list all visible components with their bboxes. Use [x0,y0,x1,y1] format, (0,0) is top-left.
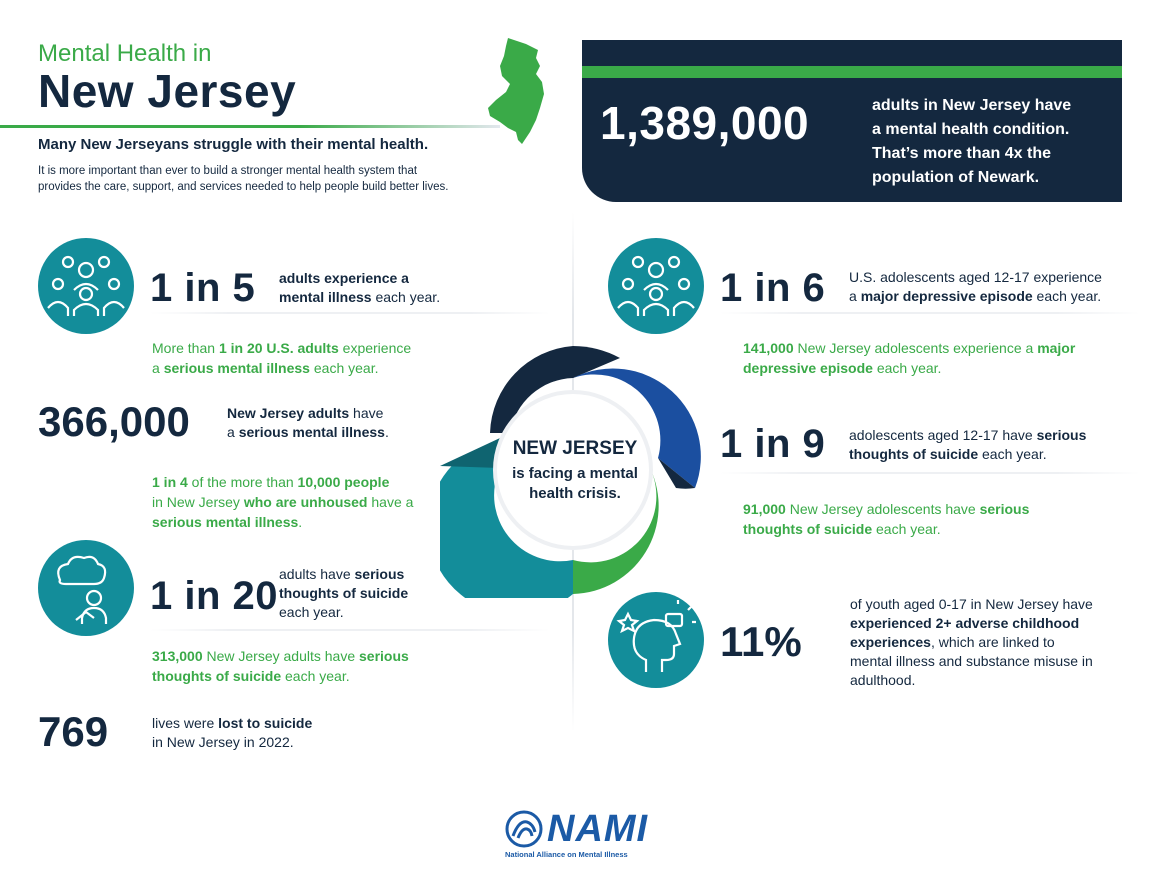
stat-1-in-5: 1 in 5 [150,266,256,310]
highlight-line-4: population of Newark. [872,169,1040,186]
page-title: New Jersey [38,65,297,117]
head-thoughts-icon [608,592,704,688]
highlight-line-3: That’s more than 4x the [872,145,1052,162]
group-people-icon [38,238,134,334]
stat-1-in-6-text: U.S. adolescents aged 12-17 experience a major depressive episode each year. [849,269,1102,304]
stat-11-percent: 11% [720,618,802,665]
highlight-text [872,94,1102,190]
stat-769: 769 [38,708,109,755]
serious-illness-us-text: More than 1 in 20 U.S. adults experience a serious mental illness each year. [152,340,412,376]
divider [150,312,550,314]
divider [150,629,550,631]
stat-1-in-5-text: adults experience a mental illness each year. [279,270,441,305]
stat-366000: 366,000 [38,398,190,445]
stat-366000-text: New Jersey adults have a serious mental illness. [227,405,389,440]
group-people-icon [608,238,704,334]
stat-769-text: lives were lost to suicide in New Jersey in 2022. [152,715,313,750]
new-jersey-map-icon [486,36,554,148]
title-divider [0,125,500,128]
stat-1-in-20: 1 in 20 [150,574,279,618]
intro-text [38,163,518,195]
stat-11-percent-text: of youth aged 0-17 in New Jersey have experienced 2+ adverse childhood experiences, which are linked to mental illness and substance misuse in adulthood. [850,596,1093,688]
nami-logo-tagline: National Alliance on Mental Illness [505,850,628,859]
stat-1-in-9-text: adolescents aged 12-17 have serious thoughts of suicide each year. [849,427,1087,462]
title-kicker: Mental Health in [38,40,212,67]
highlight-line-1: adults in New Jersey have [872,97,1072,114]
center-heading: NEW JERSEY [512,438,638,459]
distressed-person-icon [38,540,134,636]
stat-1-in-9: 1 in 9 [720,422,826,466]
highlight-line-2: a mental health condition. [872,121,1070,138]
stat-1-in-6: 1 in 6 [720,266,826,310]
highlight-accent-bar [582,66,1122,78]
unhoused-text: 1 in 4 of the more than 10,000 people in New Jersey who are unhoused have a serious mental illness. [152,474,414,530]
highlight-number: 1,389,000 [600,97,810,149]
nami-logo-icon [505,810,545,848]
suicide-thoughts-adolescents-text: 91,000 New Jersey adolescents have serious thoughts of suicide each year. [743,501,1030,537]
divider [720,472,1140,474]
divider [720,312,1140,314]
suicide-thoughts-adults-text: 313,000 New Jersey adults have serious thoughts of suicide each year. [152,648,409,684]
intro-heading: Many New Jerseyans struggle with their mental health. [38,136,429,153]
stat-1-in-20-text: adults have serious thoughts of suicide each year. [279,566,409,620]
intro-line-1: It is more important than ever to build a stronger mental health system that [38,165,418,177]
depressive-episode-nj-text: 141,000 New Jersey adolescents experience a major depressive episode each year. [743,340,1076,376]
intro-line-2: provides the care, support, and services needed to help people build better lives. [38,181,449,193]
center-subtext: is facing a mental health crisis. [512,465,638,502]
nami-logo-word: NAMI [547,808,649,850]
